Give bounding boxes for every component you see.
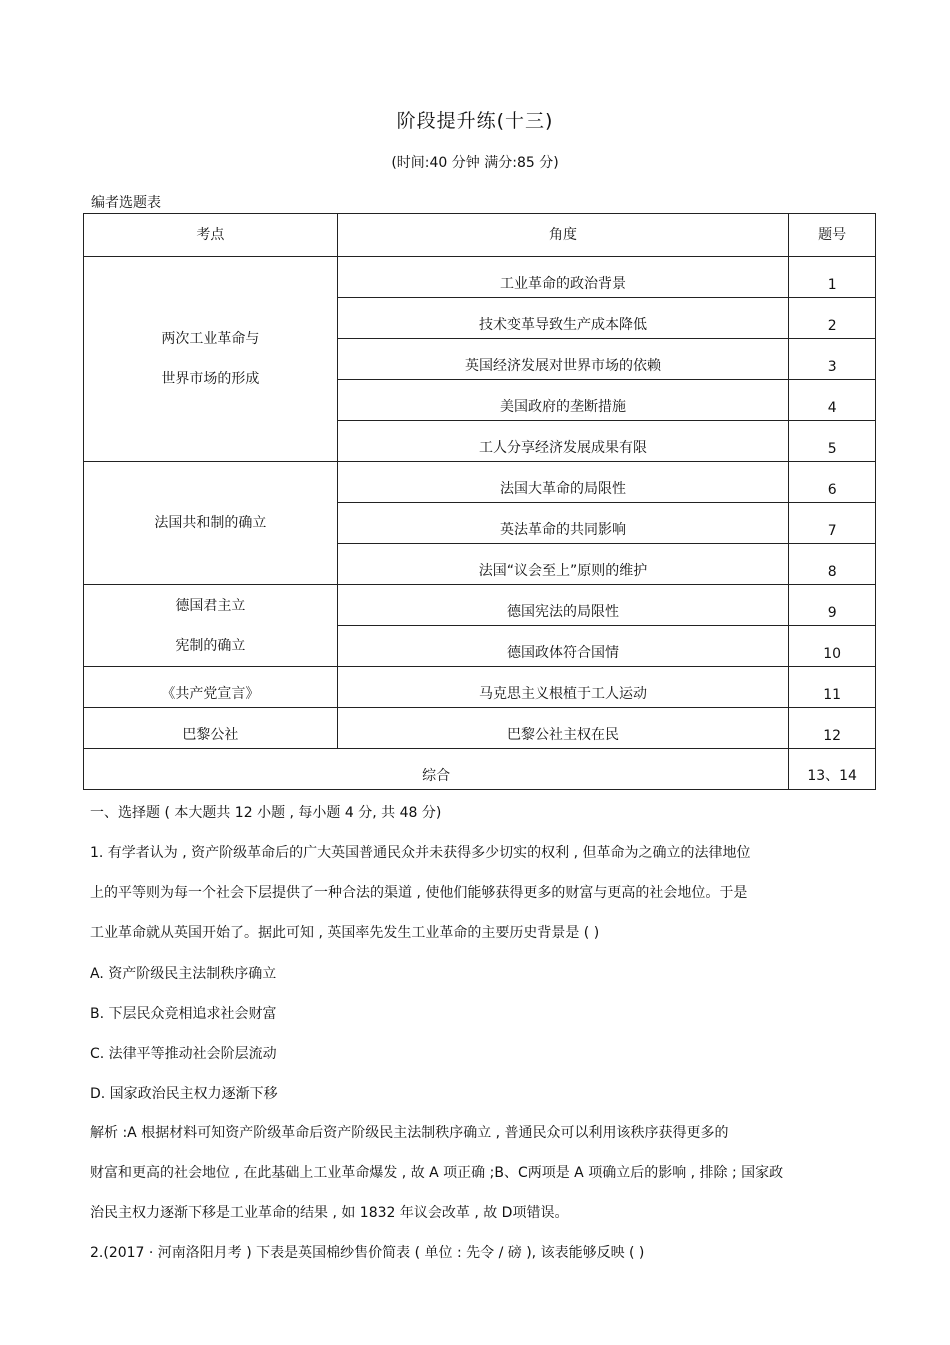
topic-selection-table	[83, 213, 876, 790]
option-a: A. 资产阶级民主法制秩序确立	[90, 966, 277, 982]
number-cell: 4	[789, 380, 876, 421]
angle-cell: 巴黎公社主权在民	[337, 708, 789, 749]
topic-cell	[84, 257, 338, 462]
question-1-line: 工业革命就从英国开始了。据此可知 , 英国率先发生工业革命的主要历史背景是 ( )	[90, 925, 600, 941]
option-c: C. 法律平等推动社会阶层流动	[90, 1046, 277, 1062]
angle-cell: 德国宪法的局限性	[337, 585, 789, 626]
analysis-line: 财富和更高的社会地位 , 在此基础上工业革命爆发 , 故 A 项正确 ;B、C两项是 A 项确立后的影响 , 排除 ; 国家政	[90, 1165, 784, 1181]
topic-cell: 《共产党宣言》	[84, 667, 338, 708]
topic-line: 德国君主立	[175, 597, 246, 614]
number-cell: 5	[789, 421, 876, 462]
table-header-topic: 考点	[84, 214, 338, 257]
number-cell: 6	[789, 462, 876, 503]
number-cell: 2	[789, 298, 876, 339]
angle-cell: 英国经济发展对世界市场的依赖	[337, 339, 789, 380]
angle-cell: 英法革命的共同影响	[337, 503, 789, 544]
number-cell: 10	[789, 626, 876, 667]
number-cell: 1	[789, 257, 876, 298]
angle-cell: 马克思主义根植于工人运动	[337, 667, 789, 708]
analysis-line: 解析 :A 根据材料可知资产阶级革命后资产阶级民主法制秩序确立 , 普通民众可以利用该秩序获得更多的	[90, 1125, 729, 1141]
option-b: B. 下层民众竞相追求社会财富	[90, 1006, 277, 1022]
section-heading: 一、选择题 ( 本大题共 12 小题 , 每小题 4 分, 共 48 分)	[90, 805, 442, 821]
angle-cell: 技术变革导致生产成本降低	[337, 298, 789, 339]
topic-cell	[84, 462, 338, 585]
time-score-info: (时间:40 分钟 满分:85 分)	[391, 155, 559, 171]
angle-cell: 工业革命的政治背景	[337, 257, 789, 298]
option-d: D. 国家政治民主权力逐渐下移	[90, 1086, 278, 1102]
table-header-angle: 角度	[337, 214, 789, 257]
number-cell: 7	[789, 503, 876, 544]
table-label: 编者选题表	[91, 195, 161, 211]
table-header-number: 题号	[789, 214, 876, 257]
question-1-line: 上的平等则为每一个社会下层提供了一种合法的渠道 , 使他们能够获得更多的财富与更高的社会地位。于是	[90, 885, 748, 901]
number-cell: 9	[789, 585, 876, 626]
number-cell: 11	[789, 667, 876, 708]
topic-cell	[84, 585, 338, 667]
angle-cell: 法国“议会至上”原则的维护	[337, 544, 789, 585]
topic-line: 宪制的确立	[175, 637, 246, 654]
topic-line: 世界市场的形成	[161, 371, 260, 387]
topic-line: 法国共和制的确立	[154, 515, 267, 531]
topic-cell: 巴黎公社	[84, 708, 338, 749]
angle-cell: 德国政体符合国情	[337, 626, 789, 667]
number-cell: 3	[789, 339, 876, 380]
number-cell: 8	[789, 544, 876, 585]
summary-number-cell: 13、14	[789, 749, 876, 790]
analysis-line: 治民主权力逐渐下移是工业革命的结果 , 如 1832 年议会改革 , 故 D项错误。	[90, 1205, 569, 1221]
angle-cell: 美国政府的垄断措施	[337, 380, 789, 421]
angle-cell: 法国大革命的局限性	[337, 462, 789, 503]
topic-line: 两次工业革命与	[161, 331, 260, 347]
number-cell: 12	[789, 708, 876, 749]
question-2-line: 2.(2017 · 河南洛阳月考 ) 下表是英国棉纱售价简表 ( 单位 : 先令 / 磅 ), 该表能够反映 ( )	[90, 1245, 645, 1261]
question-1-line: 1. 有学者认为 , 资产阶级革命后的广大英国普通民众并未获得多少切实的权利 , 但革命为之确立的法律地位	[90, 845, 751, 861]
page-title: 阶段提升练(十三)	[396, 110, 554, 132]
summary-cell: 综合	[84, 749, 789, 790]
angle-cell: 工人分享经济发展成果有限	[337, 421, 789, 462]
